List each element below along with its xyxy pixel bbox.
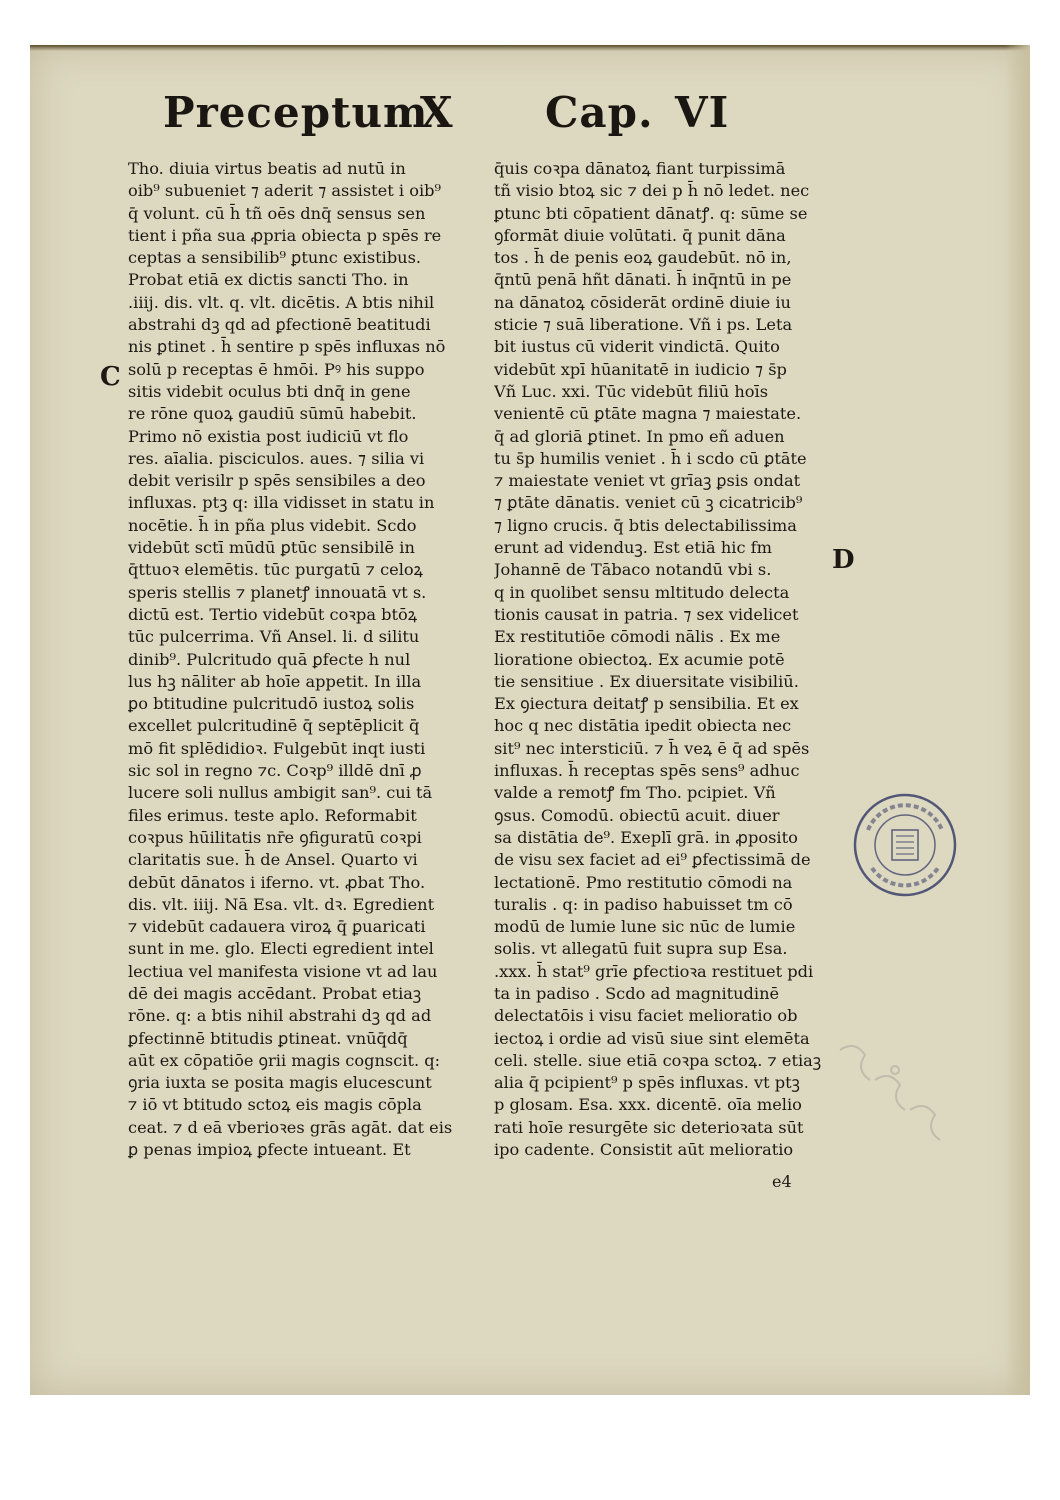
text-line: q̄uis coꝛpa dānatoꝝ fiant turpissimā bbox=[494, 159, 786, 178]
text-line: Ex ꝯiectura deitatꝭ p sensibilia. Et ex bbox=[494, 694, 799, 714]
text-line: ꝯformāt diuie volūtati. q̄ punit dāna bbox=[494, 225, 786, 245]
running-head-left-number: X bbox=[420, 88, 454, 137]
text-line: claritatis sue. h̄ de Ansel. Quarto vi bbox=[128, 850, 418, 870]
text-line: rōne. q: a btis nihil abstrahi dꝫ qd ad bbox=[128, 1006, 432, 1026]
text-line: debit verisilr p spēs sensibiles a deo bbox=[128, 471, 426, 491]
text-line: tñ visio btoꝝ sic ⁊ dei p h̄ nō ledet. nec bbox=[494, 181, 810, 201]
text-line: lectationē. Pmo restitutio cōmodi na bbox=[494, 872, 793, 892]
running-head-right-title: Cap. bbox=[545, 88, 654, 137]
text-line: ⁊ videbūt cadauera viroꝝ q̄ ꝑuaricati bbox=[128, 917, 426, 937]
text-line: influxas. h̄ receptas spēs sens⁹ adhuc bbox=[494, 761, 800, 781]
text-line: tūc pulcerrima. Vñ Ansel. li. d silitu bbox=[128, 627, 420, 647]
text-line: de visu sex faciet ad ei⁹ ꝑfectissimā de bbox=[494, 850, 811, 870]
text-line: ꝑo btitudine pulcritudō iustoꝝ solis bbox=[128, 694, 415, 714]
text-line: speris stellis ⁊ planetꝭ innouatā vt s. bbox=[128, 582, 427, 602]
text-line: ipo cadente. Consistit aūt melioratio bbox=[494, 1140, 794, 1160]
text-line: ceptas a sensibilib⁹ ꝑtunc existibus. bbox=[128, 248, 422, 268]
text-line: videbūt xpī hūanitatē in iudicio ⁊ s̄p bbox=[494, 359, 787, 379]
text-line: coꝛpus hūilitatis nr̄e ꝯfiguratū coꝛpi bbox=[128, 827, 422, 847]
text-line: sic sol in regno ⁊c. Coꝛp⁹ illdē dnī ꝓ bbox=[128, 761, 422, 781]
text-line: re rōne quoꝝ gaudiū sūmū habebit. bbox=[128, 404, 417, 424]
text-line: alia q̄ pcipient⁹ p spēs influxas. vt ptꝫ bbox=[494, 1073, 800, 1093]
text-line: ta in padiso . Scdo ad magnitudinē bbox=[494, 983, 780, 1003]
text-line: ceat. ⁊ d eā vberioꝛes grās agāt. dat eis bbox=[128, 1117, 453, 1137]
text-line: p glosam. Esa. xxx. dicentē. oīa melio bbox=[494, 1095, 802, 1115]
text-line: tos . h̄ de penis eoꝝ gaudebūt. nō in, bbox=[494, 248, 792, 268]
text-line: .xxx. h̄ stat⁹ grīe ꝑfectioꝛa restituet pdi bbox=[494, 961, 814, 981]
text-line: lectiua vel manifesta visione vt ad lau bbox=[128, 961, 438, 981]
text-line: valde a remotꝭ fm Tho. pcipiet. Vñ bbox=[494, 783, 776, 803]
text-line: ꝯsus. Comodū. obiectū acuit. diuer bbox=[494, 805, 780, 825]
text-line: excellet pulcritudinē q̄ septēplicit q̄̄ bbox=[128, 716, 420, 736]
text-line: tient i pña sua ꝓpria obiecta p spēs re bbox=[128, 225, 442, 245]
text-line: na dānatoꝝ cōsiderāt ordinē diuie iu bbox=[494, 292, 791, 312]
text-line: ⁊ ligno crucis. q̄ btis delectabilissima bbox=[494, 515, 797, 535]
text-line: iectoꝝ i ordie ad visū siue sint elemēta bbox=[494, 1028, 810, 1048]
text-line: Vñ Luc. xxi. Tūc videbūt filiū hoīs bbox=[494, 381, 769, 401]
text-line: ⁊ iō vt btitudo sctoꝝ eis magis cōpla bbox=[128, 1095, 422, 1115]
library-stamp-icon bbox=[850, 790, 960, 900]
text-line: sitis videbit oculus bti dnq̄ in gene bbox=[128, 381, 411, 401]
text-line: sunt in me. glo. Electi egredient intel bbox=[128, 939, 434, 959]
text-line: oib⁹ subueniet ⁊ aderit ⁊ assistet i oib⁹ bbox=[128, 181, 441, 201]
text-line: dē dei magis accēdant. Probat etiaꝫ bbox=[128, 983, 422, 1003]
text-line: sa distātia de⁹. Exeplī grā. in ꝓposito bbox=[494, 827, 798, 847]
text-line: ⁊ maiestate veniet vt grīaꝫ ꝑsis ondat bbox=[494, 471, 801, 491]
margin-section-mark-right: D bbox=[832, 545, 855, 575]
text-line: sticie ⁊ suā liberatione. Vñ i ps. Leta bbox=[494, 315, 793, 335]
text-line: Johannē de Tābaco notandū vbi s. bbox=[494, 560, 772, 580]
text-line: venientē cū ꝑtāte magna ⁊ maiestate. bbox=[494, 404, 802, 424]
text-line: ꝑtunc bti cōpatient dānatꝭ. q: sūme se bbox=[494, 203, 808, 223]
page-top-edge-shadow bbox=[30, 45, 1030, 51]
text-line: bit iustus cū viderit vindictā. Quito bbox=[494, 337, 780, 357]
text-column-left bbox=[128, 158, 483, 1161]
text-line: aūt ex cōpatiōe ꝯrii magis cognscit. q: bbox=[128, 1050, 441, 1070]
text-line: modū de lumie lune sic nūc de lumie bbox=[494, 917, 796, 937]
text-line: dis. vlt. iiij. Nā Esa. vlt. dꝛ. Egredient bbox=[128, 894, 435, 914]
text-line: Probat etiā ex dictis sancti Tho. in bbox=[128, 270, 409, 290]
margin-section-mark-left: C bbox=[100, 362, 121, 392]
text-line: dinib⁹. Pulcritudo quā ꝑfecte h nul bbox=[128, 649, 411, 669]
text-line: delectatōis i visu faciet melioratio ob bbox=[494, 1006, 798, 1026]
text-line: debūt dānatos i iferno. vt. ꝓbat Tho. bbox=[128, 872, 426, 892]
text-line: abstrahi dꝫ qd ad ꝑfectionē beatitudi bbox=[128, 315, 431, 335]
text-line: ꝑ penas impioꝝ ꝑfecte intueant. Et bbox=[128, 1140, 411, 1160]
text-line: res. aīalia. pisciculos. aues. ⁊ silia vi bbox=[128, 448, 425, 468]
text-line: Primo nō existia post iudiciū vt flo bbox=[128, 426, 409, 446]
text-line: hoc q nec distātia ipedit obiecta nec bbox=[494, 716, 792, 736]
text-line: files erimus. teste aplo. Reformabit bbox=[128, 805, 417, 825]
text-line: q̄ttuoꝛ elemētis. tūc purgatū ⁊ celoꝝ bbox=[128, 560, 423, 580]
running-head-right-number: VI bbox=[675, 88, 730, 137]
page-right-edge-shadow bbox=[1005, 45, 1030, 1395]
text-line: tie sensitiue . Ex diuersitate visibiliū. bbox=[494, 671, 799, 691]
text-line: solū p receptas ē hmōi. Pꝰ his suppo bbox=[128, 359, 425, 379]
text-line: q̄ ad gloriā ꝑtinet. In pmo eñ aduen bbox=[494, 426, 785, 446]
text-line: lioratione obiectoꝝ. Ex acumie potē bbox=[494, 649, 785, 669]
text-line: Tho. diuia virtus beatis ad nutū in bbox=[128, 159, 406, 178]
text-line: rati hoīe resurgēte sic deterioꝛata sūt bbox=[494, 1117, 804, 1137]
text-line: ⁊ ꝑtāte dānatis. veniet cū ꝫ cicatricib⁹ bbox=[494, 493, 803, 513]
text-line: nis ꝑtinet . h̄ sentire p spēs influxas nō bbox=[128, 337, 446, 357]
text-line: ꝯria iuxta se posita magis elucescunt bbox=[128, 1073, 432, 1093]
text-line: nocētie. h̄ in pña plus videbit. Scdo bbox=[128, 515, 417, 535]
signature-mark: e4 bbox=[772, 1172, 792, 1191]
text-line: videbūt sctī mūdū ꝑtūc sensibilē in bbox=[128, 538, 415, 558]
text-line: Ex restitutiōe cōmodi nālis . Ex me bbox=[494, 627, 781, 647]
text-line: q in quolibet sensu mltitudo delecta bbox=[494, 582, 790, 602]
text-line: q̄ntū penā hñt dānati. h̄ inq̄ntū in pe bbox=[494, 270, 792, 290]
text-line: mō fit splēdidioꝛ. Fulgebūt inqt iusti bbox=[128, 738, 426, 758]
text-line: lus hꝫ nāliter ab hoīe appetit. In illa bbox=[128, 671, 422, 691]
text-line: influxas. ptꝫ q: illa vidisset in statu in bbox=[128, 493, 435, 513]
watermark-icon bbox=[800, 1010, 970, 1180]
text-line: ꝑfectinnē btitudis ꝑtineat. vnūq̄dq̄ bbox=[128, 1028, 408, 1048]
text-line: q̄ volunt. cū h̄ tñ oēs dnq̄ sensus sen bbox=[128, 203, 426, 223]
text-line: tu s̄p humilis veniet . h̄ i scdo cū ꝑtāte bbox=[494, 448, 807, 468]
text-line: tionis causat in patria. ⁊ sex videlicet bbox=[494, 604, 799, 624]
text-line: lucere soli nullus ambigit san⁹. cui tā bbox=[128, 783, 433, 803]
text-line: erunt ad videnduꝫ. Est etiā hic fm bbox=[494, 538, 773, 558]
running-head-left-title: Preceptum bbox=[163, 88, 429, 137]
text-line: celi. stelle. siue etiā coꝛpa sctoꝝ. ⁊ etiaꝫ bbox=[494, 1050, 822, 1070]
text-line: turalis . q: in padiso habuisset tm cō bbox=[494, 894, 793, 914]
text-line: dictū est. Tertio videbūt coꝛpa btōꝝ bbox=[128, 604, 418, 624]
text-line: sit⁹ nec intersticiū. ⁊ h̄ veꝝ ē q̄ ad spēs bbox=[494, 738, 810, 758]
text-line: .iiij. dis. vlt. q. vlt. dicētis. A btis nihil bbox=[128, 292, 435, 312]
text-line: solis. vt allegatū fuit supra sup Esa. bbox=[494, 939, 788, 959]
